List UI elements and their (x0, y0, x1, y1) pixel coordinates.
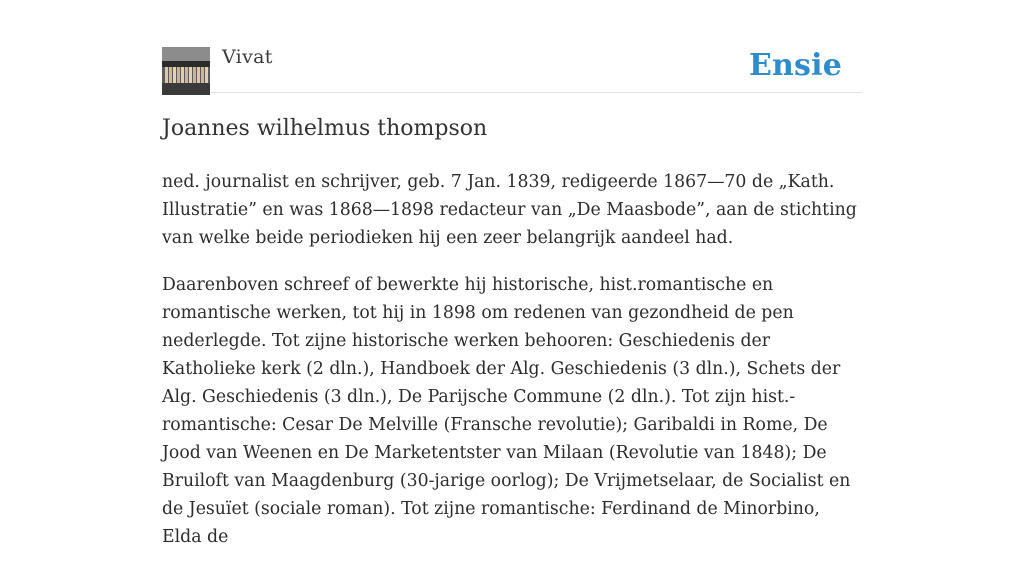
books-avatar-icon (162, 47, 210, 95)
header (162, 46, 862, 93)
author-avatar[interactable] (162, 47, 210, 95)
author-name[interactable]: Vivat (222, 46, 273, 68)
paragraph: Daarenboven schreef of bewerkte hij historische, hist.romantische en romantische werken, tot hij in 1898 om redenen van gezondheid de pen nederlegde. Tot zijne historische werken behooren: Geschiedenis der Katholieke kerk (2 dln.), Handboek der Alg. Geschiedenis (3 dln.), Schets der Alg. Geschiedenis (3 dln.), De Parijsche Commune (2 dln.). Tot zijn hist.-romantische: Cesar De Melville (Fransche revolutie); Garibaldi in Rome, De Jood van Weenen en De Marketentster van Milaan (Revolutie van 1848); De Bruiloft van Maagdenburg (30-jarige oorlog); De Vrijmetselaar, de Socialist en de Jesuïet (sociale roman). Tot zijne romantische: Ferdinand de Minorbino, Elda de (162, 275, 851, 547)
paragraph: ned. journalist en schrijver, geb. 7 Jan. 1839, redigeerde 1867—70 de „Kath. Illustratie” en was 1868—1898 redacteur van „De Maasbode”, aan de stichting van welke beide periodieken hij een zeer belangrijk aandeel had. (162, 172, 857, 248)
brand-logo[interactable]: Ensie (748, 48, 842, 83)
article-body (162, 168, 862, 570)
article-title: Joannes wilhelmus thompson (162, 116, 488, 141)
